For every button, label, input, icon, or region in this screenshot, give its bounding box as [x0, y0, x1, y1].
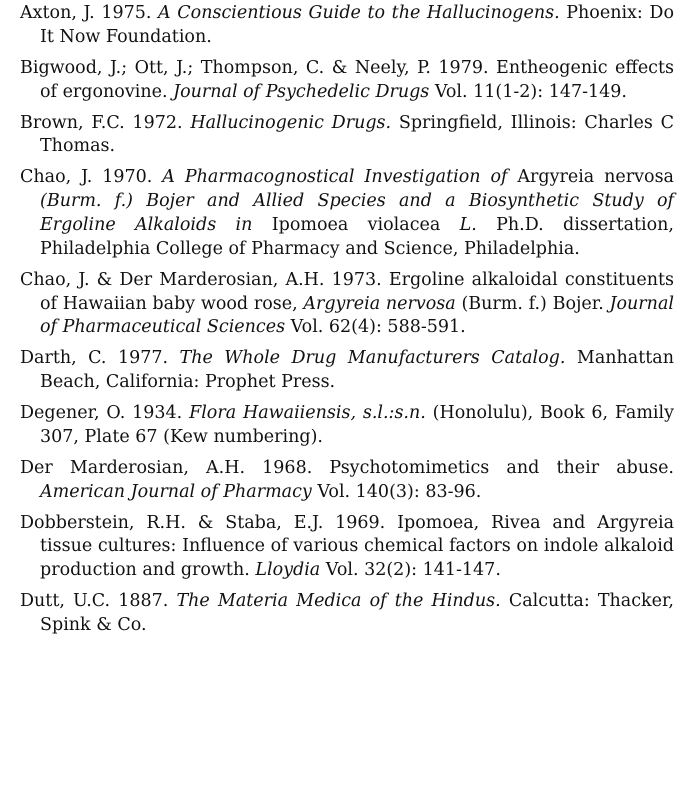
reference-entry	[20, 269, 674, 340]
reference-title: A Conscientious Guide to the Hallucinogens.	[158, 3, 560, 23]
reference-entry	[20, 402, 674, 450]
reference-title: A Pharmacognostical Investigation of	[162, 167, 508, 188]
reference-volume: Vol. 62(4): 588-591.	[285, 317, 466, 338]
reference-journal: Journal of Psychedelic Drugs	[173, 81, 430, 102]
reference-title: The Materia Medica of the Hindus.	[176, 591, 501, 612]
reference-author-year: Der Marderosian, A.H. 1968. Psychotomimetics and their abuse.	[20, 457, 674, 478]
reference-entry	[20, 512, 674, 583]
reference-entry	[20, 347, 674, 395]
reference-entry	[20, 112, 674, 160]
reference-author-year: Brown, F.C. 1972.	[20, 112, 191, 133]
reference-publisher: Phoenix: Do It Now Foundation.	[40, 3, 674, 47]
reference-title-end: L.	[459, 214, 477, 235]
reference-author-year: Darth, C. 1977.	[20, 348, 180, 369]
reference-volume: Vol. 32(2): 141-147.	[320, 560, 501, 581]
reference-title-continued: (Burm. f.) Bojer and Allied Species and a Biosynthetic Study of Ergoline Alkaloids in	[40, 191, 674, 235]
reference-publisher: Calcutta: Thacker, Spink & Co.	[40, 591, 674, 636]
reference-authority: (Burm. f.) Bojer.	[455, 293, 610, 314]
reference-species: Argyreia nervosa	[507, 167, 674, 188]
reference-publisher: Springfield, Illinois: Charles C Thomas.	[40, 112, 674, 157]
reference-entry	[20, 457, 674, 505]
reference-entry	[20, 57, 674, 105]
reference-author-year: Dobberstein, R.H. & Staba, E.J. 1969. Ipomoea, Rivea and Argyreia tissue cultures: Influence of various chemical factors on indole alkaloid production and growth.	[20, 512, 674, 581]
reference-details: (Honolulu), Book 6, Family 307, Plate 67 (Kew numbering).	[40, 403, 674, 447]
reference-species: Ipomoea violacea	[252, 214, 460, 235]
reference-entry	[20, 166, 674, 261]
reference-journal: Lloydia	[255, 560, 321, 581]
reference-institution: Ph.D. dissertation, Philadelphia College of Pharmacy and Science, Philadelphia.	[40, 214, 674, 259]
reference-title: The Whole Drug Manufacturers Catalog.	[179, 348, 566, 369]
reference-author-year: Bigwood, J.; Ott, J.; Thompson, C. & Neely, P. 1979. Entheogenic effects of ergonovine.	[20, 57, 674, 102]
reference-publisher: Manhattan Beach, California: Prophet Press.	[40, 348, 674, 393]
reference-volume: Vol. 11(1-2): 147-149.	[429, 81, 627, 102]
reference-journal: American Journal of Pharmacy	[40, 481, 312, 502]
reference-author-year: Chao, J. & Der Marderosian, A.H. 1973. Ergoline alkaloidal constituents of Hawaiian baby wood rose,	[20, 269, 674, 314]
reference-author-year: Chao, J. 1970.	[20, 167, 163, 188]
reference-title: Flora Hawaiiensis, s.l.:s.n.	[189, 403, 426, 424]
reference-title: Hallucinogenic Drugs.	[190, 112, 392, 133]
reference-journal: Journal of Pharmaceutical Sciences	[40, 293, 674, 338]
reference-author-year: Dutt, U.C. 1887.	[20, 591, 177, 612]
reference-author-year: Axton, J. 1975.	[20, 3, 159, 23]
reference-entry	[20, 590, 674, 638]
reference-volume: Vol. 140(3): 83-96.	[311, 481, 482, 502]
reference-author-year: Degener, O. 1934.	[20, 403, 190, 424]
reference-entry	[20, 2, 674, 50]
reference-species: Argyreia nervosa	[303, 293, 456, 314]
